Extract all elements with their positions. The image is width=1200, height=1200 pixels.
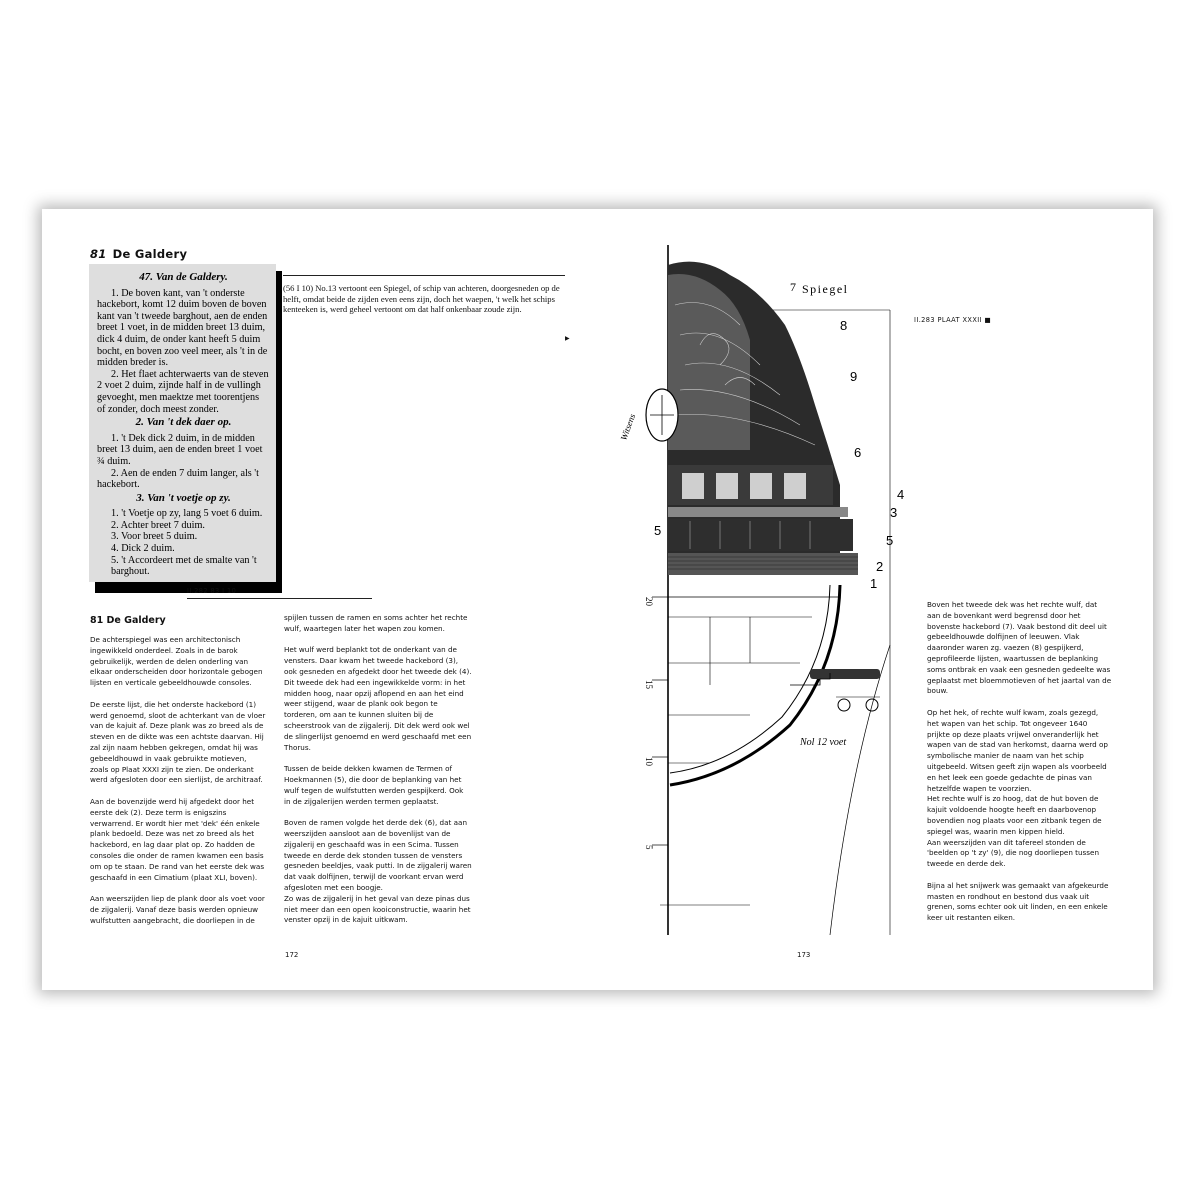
- callout-label: 5: [654, 523, 662, 538]
- text-column-1: [90, 635, 266, 937]
- ship-stern-drawing: [618, 245, 932, 935]
- page-number-right: 173: [797, 951, 811, 959]
- callout-label: 2: [876, 559, 884, 574]
- cannon-barrel: [810, 669, 880, 679]
- drawing-title: Spiegel: [802, 282, 849, 296]
- chapter-number: 81: [90, 247, 107, 261]
- scale-ticks: [652, 597, 668, 845]
- page-number-left: 172: [285, 951, 299, 959]
- transcript-rule: [283, 275, 565, 276]
- callout-label: 5: [886, 533, 894, 548]
- quote-item: 1. 't Voetje op zy, lang 5 voet 6 duim.: [111, 508, 263, 520]
- quote-paragraph: 2. Het flaet achterwaerts van de steven 2 voet 2 duim, zijnde half in de vullingh gevoeght, men maektze met toorentjens of zonder, doch meest zonder.: [97, 368, 269, 415]
- arrow-icon: ▶: [565, 335, 570, 342]
- body-paragraph: spijlen tussen de ramen en soms achter het rechte wulf, waartegen later het wapen zou komen.: [284, 613, 468, 633]
- body-paragraph: Tussen de beide dekken kwamen de Termen of Hoekmannen (5), die door de beplanking van het wulf tegen de wulfstutten werden gespijkerd. Ook in de zijgalerijen werden termen geplaatst.: [284, 764, 464, 806]
- reference-rule: [187, 598, 372, 599]
- quote-subheading: 2. Van 't dek daer op.: [135, 416, 232, 429]
- scale-marks: [644, 597, 654, 850]
- body-paragraph: De eerste lijst, die het onderste hackebord (1) werd genoemd, sloot de achterkant van de vloer van de kajuit af. Deze plank was zo breed als de steven en de dikte was een achtste daarvan. Hij zal zijn naam hebben gekregen, omdat hij was gebeeldhouwd in vaak gebruikte motieven, zoals op Plaat XXXI zijn te zien. De onderkant werd afgesloten door een sierlijst, de architraaf.: [90, 699, 266, 785]
- callout-label: 3: [890, 505, 898, 520]
- body-paragraph: Boven het tweede dek was het rechte wulf, dat aan de bovenkant werd begrensd door het bovenste hackebord (7). Vaak bestond dit deel uit gebeeldhouwde dolfijnen of leeuwen. Vlak daaronder waren zg. vaezen (8) gespijkerd, geprofileerde lijsten, waartussen de beplanking soms ontbrak en vaak een gesneden gedeelte was geplaatst met bloemmotieven of het jaartal van de bouw.: [927, 600, 1112, 696]
- body-paragraph: Boven de ramen volgde het derde dek (6), dat aan weerszijden aansloot aan de bovenlijst van de zijgalerij en geschaafd was in een Scima. Tussen tweede en derde dek stonden tussen de vensters gesneden beeldjes, vaak putti. In de zijgalerij waren dat vaak dolfijnen, terwijl de voorkant ervan werd afgesloten met een boogje. Zo was de zijgalerij in het geval van deze pinas dus niet meer dan een open kooiconstructie, waarin het venster opzij in de kajuit uitkwam.: [284, 818, 472, 925]
- text-column-3: [927, 600, 1112, 935]
- book-spread: [42, 209, 1153, 990]
- body-paragraph: Het wulf werd beplankt tot de onderkant van de vensters. Daar kwam het tweede hackebord (3), ook gesneden en afgedekt door het tweede dek (4). Dit tweede dek had een ingewikkelde vorm: in het midden hoog, naar opzij aflopend en aan het eind weer stijgend, waar de plank ook begon te torderen, om aan te kunnen sluiten bij de scheerstrook van de zijgalerij. Dit dek werd ook wel de slingerlijst genoemd en werd geschaafd met een Thorus.: [284, 645, 472, 752]
- quote-paragraph: 2. Aen de enden 7 duim langer, als 't hackebort.: [97, 467, 259, 491]
- transcript-text: (56 I 10) No.13 vertoont een Spiegel, of schip van achteren, doorgesneden op de helft, omdat beide de zijden even eens zijn, doch het waepen, 't welk het schips kenteeken is, werd geheel vertoont om dat half onkenbaar zoude zijn.: [283, 283, 560, 315]
- original-text-quote: [89, 264, 276, 582]
- scale-label: 10: [644, 757, 654, 766]
- body-paragraph: Op het hek, of rechte wulf kwam, zoals gezegd, het wapen van het schip. Tot ongeveer 1640 prijkte op deze plaats vrijwel onveranderlijk het wapen van de stad van herkomst, daarna werd op symbolische manier de naam van het schip uitgebeeld. Witsen geeft zijn wapen als voorbeeld en het leek een goede gedachte de pinas van hetzelfde wapen te voorzien. Het rechte wulf is zo hoog, dat de hut boven de kajuit voldoende hoogte heeft en daarbovenop bovendien nog plaats voor een zitbank tegen de spiegel was, waarin men kippen hield. Aan weerszijden van dit tafereel stonden de 'beelden op 't zy' (9), die nog doorliepen tussen tweede en derde dek.: [927, 707, 1108, 869]
- quote-paragraph: 1. 't Dek dick 2 duim, in de midden breet 13 duim, aen de enden breet 1 voet ¾ duim.: [97, 432, 263, 467]
- crest-label: Witsens: [618, 412, 638, 442]
- quote-item: 2. Achter breet 7 duim.: [111, 519, 205, 531]
- scale-label: 5: [644, 845, 654, 850]
- chapter-title: De Galdery: [112, 247, 188, 261]
- hull-outline-curve: [830, 645, 890, 935]
- quote-item: 3. Voor breet 5 duim.: [111, 531, 198, 543]
- body-paragraph: Aan weerszijden liep de plank door als voet voor de zijgalerij. Vanaf deze basis werden opnieuw wulfstutten aangebracht, die doorliepen in de: [90, 894, 265, 925]
- moulding-band: [668, 507, 848, 517]
- quote-reference: II.282 83 I 10: [187, 587, 237, 595]
- callout-label: 8: [840, 318, 848, 333]
- callout-label: 1: [870, 576, 878, 591]
- lower-rail: [668, 553, 858, 575]
- section-title: 81 De Galdery: [90, 615, 166, 626]
- body-paragraph: Aan de bovenzijde werd hij afgedekt door het eerste dek (2). Deze term is enigszins verwarrend. Er wordt hier met 'dek' één enkele plank bedoeld. Deze was net zo breed als het hackebord, en lag daar plat op. Zo hadden de consoles die onder de ramen kwamen een basis om op te staan. De rand van het eerste dek was geschaafd in een Cimatium (plaat XLI, boven).: [90, 796, 265, 882]
- quote-item: 5. 't Accordeert met de smalte van 't barghout.: [111, 554, 257, 578]
- cannon-wheel: [838, 699, 850, 711]
- scale-label: 15: [644, 680, 654, 689]
- drawing-caption: Nol 12 voet: [800, 737, 847, 748]
- callout-label: 9: [850, 369, 858, 384]
- chapter-heading: [90, 247, 187, 261]
- callout-label: 6: [854, 445, 862, 460]
- square-marker-icon: ■: [984, 316, 992, 324]
- text-column-2: [284, 613, 472, 937]
- quote-subheading: 3. Van 't voetje op zy.: [136, 491, 231, 504]
- scale-label: 20: [644, 597, 654, 606]
- quote-heading: 47. Van de Galdery.: [139, 271, 228, 283]
- callout-label: 4: [897, 487, 905, 502]
- body-paragraph: De achterspiegel was een architectonisch ingewikkeld onderdeel. Zoals in de barok gebruikelijk, werden de delen onderling van elkaar onderscheiden door horizontale gebogen lijsten en verticale gebeeldhouwde consoles.: [90, 635, 263, 688]
- callout-7: 7: [790, 280, 796, 294]
- quote-paragraph: 1. De boven kant, van 't onderste hackebort, komt 12 duim boven de boven kant van 't tweede barghout, aen de enden breet 1 voet, in de midden breet 13 duim, dick 4 duim, de onder kant heeft 5 duim bocht, en boven zoo veel meer, als 't in de midden breder is.: [97, 287, 268, 369]
- body-paragraph: Bijna al het snijwerk was gemaakt van afgekeurde masten en rondhout en bestond dus vaak uit grenen, soms echter ook uit linden, en een enkele keer uit restanten eiken.: [927, 880, 1109, 923]
- quote-item: 4. Dick 2 duim.: [111, 543, 175, 555]
- plate-reference-text: II.283 PLAAT XXXII: [914, 316, 982, 324]
- window-band-lower: [668, 519, 853, 551]
